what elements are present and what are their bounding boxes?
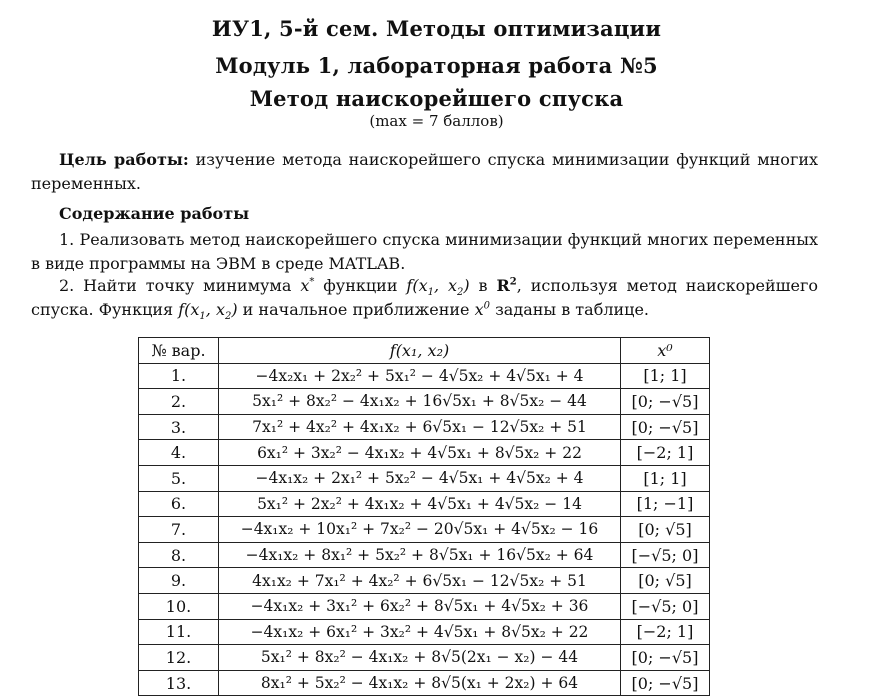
variant-number: 12.: [139, 645, 219, 671]
table-row: [139, 465, 710, 491]
table-row: [139, 619, 710, 645]
function-expression: 5x₁² + 2x₂² + 4x₁x₂ + 4√5x₁ + 4√5x₂ − 14: [219, 491, 621, 517]
task-item-2: 2. Найти точку минимума x* функции $f(x_1$, $x_2$) в $R^2$, используя метод наискорейшего спуска. Функция $f(x_1$, $x_2$) и начальное приближение $x^0$ заданы в таблице.: [31, 276, 819, 323]
initial-point: [−2; 1]: [621, 619, 710, 645]
function-expression: −4x₁x₂ + 2x₁² + 5x₂² − 4√5x₁ + 4√5x₂ + 4: [219, 465, 621, 491]
variant-number: 11.: [139, 619, 219, 645]
max-points: (max = 7 баллов): [369, 112, 504, 130]
variant-number: 5.: [139, 465, 219, 491]
variant-number: 4.: [139, 440, 219, 466]
lab-title: Метод наискорейшего спуска: [249, 86, 624, 111]
table-row: [139, 542, 710, 568]
table-row: [139, 645, 710, 671]
variant-number: 13.: [139, 670, 219, 696]
function-expression: −4x₁x₂ + 6x₁² + 3x₂² + 4√5x₁ + 8√5x₂ + 22: [219, 619, 621, 645]
space-symbol: $R^2$: [496, 276, 517, 295]
initial-point: [−√5; 0]: [621, 593, 710, 619]
variant-number: 10.: [139, 593, 219, 619]
table-row: [139, 414, 710, 440]
initial-point: [1; 1]: [621, 465, 710, 491]
goal-paragraph: [31, 148, 818, 196]
variant-number: 9.: [139, 568, 219, 594]
function-symbol: $f(x_1$, $x_2$): [406, 276, 470, 299]
module-title: Модуль 1, лабораторная работа №5: [215, 53, 658, 78]
function-expression: 8x₁² + 5x₂² − 4x₁x₂ + 8√5(x₁ + 2x₂) + 64: [219, 670, 621, 696]
table-header-row: [139, 338, 710, 364]
initial-point: [0; −√5]: [621, 645, 710, 671]
function-expression: −4x₁x₂ + 10x₁² + 7x₂² − 20√5x₁ + 4√5x₂ − 16: [219, 517, 621, 543]
table-row: [139, 389, 710, 415]
table-row: [139, 593, 710, 619]
header-initial-point: x⁰: [621, 338, 710, 364]
initial-point: [1; 1]: [621, 363, 710, 389]
variant-number: 2.: [139, 389, 219, 415]
header-function: f(x₁, x₂): [219, 338, 621, 364]
goal-label: Цель работы:: [59, 150, 189, 169]
initial-point: [0; −√5]: [621, 414, 710, 440]
function-expression: 5x₁² + 8x₂² − 4x₁x₂ + 16√5x₁ + 8√5x₂ − 44: [219, 389, 621, 415]
table-row: [139, 568, 710, 594]
variant-number: 6.: [139, 491, 219, 517]
function-expression: −4x₂x₁ + 2x₂² + 5x₁² − 4√5x₂ + 4√5x₁ + 4: [219, 363, 621, 389]
table-row: [139, 363, 710, 389]
table-row: [139, 670, 710, 696]
function-symbol-2: $f(x_1$, $x_2$): [178, 300, 238, 323]
initial-point: [1; −1]: [621, 491, 710, 517]
variant-number: 8.: [139, 542, 219, 568]
initial-point: [0; −√5]: [621, 389, 710, 415]
task-item-1: 1. Реализовать метод наискорейшего спуска минимизации функций многих переменных в виде программы на ЭВМ в среде MATLAB.: [31, 230, 818, 273]
initial-point: [−√5; 0]: [621, 542, 710, 568]
goal-text: изучение метода наискорейшего спуска минимизации функций многих переменных.: [31, 150, 819, 193]
initial-point: [0; √5]: [621, 517, 710, 543]
variant-number: 3.: [139, 414, 219, 440]
function-expression: 4x₁x₂ + 7x₁² + 4x₂² + 6√5x₁ − 12√5x₂ + 51: [219, 568, 621, 594]
variant-number: 1.: [139, 363, 219, 389]
function-expression: −4x₁x₂ + 3x₁² + 6x₂² + 8√5x₁ + 4√5x₂ + 36: [219, 593, 621, 619]
initial-point-symbol: $x^0$: [474, 300, 490, 319]
table-row: [139, 517, 710, 543]
content-heading: Содержание работы: [59, 204, 250, 223]
function-expression: 6x₁² + 3x₂² − 4x₁x₂ + 4√5x₁ + 8√5x₂ + 22: [219, 440, 621, 466]
variants-table: [138, 337, 710, 696]
function-expression: −4x₁x₂ + 8x₁² + 5x₂² + 8√5x₁ + 16√5x₂ + 64: [219, 542, 621, 568]
function-expression: 5x₁² + 8x₂² − 4x₁x₂ + 8√5(2x₁ − x₂) − 44: [219, 645, 621, 671]
initial-point: [0; −√5]: [621, 670, 710, 696]
initial-point: [0; √5]: [621, 568, 710, 594]
table-row: [139, 491, 710, 517]
course-title: ИУ1, 5-й сем. Методы оптимизации: [211, 16, 662, 41]
header-variant: № вар.: [139, 338, 219, 364]
xstar-symbol: x*: [300, 276, 315, 295]
initial-point: [−2; 1]: [621, 440, 710, 466]
variant-number: 7.: [139, 517, 219, 543]
table-row: [139, 440, 710, 466]
function-expression: 7x₁² + 4x₂² + 4x₁x₂ + 6√5x₁ − 12√5x₂ + 51: [219, 414, 621, 440]
